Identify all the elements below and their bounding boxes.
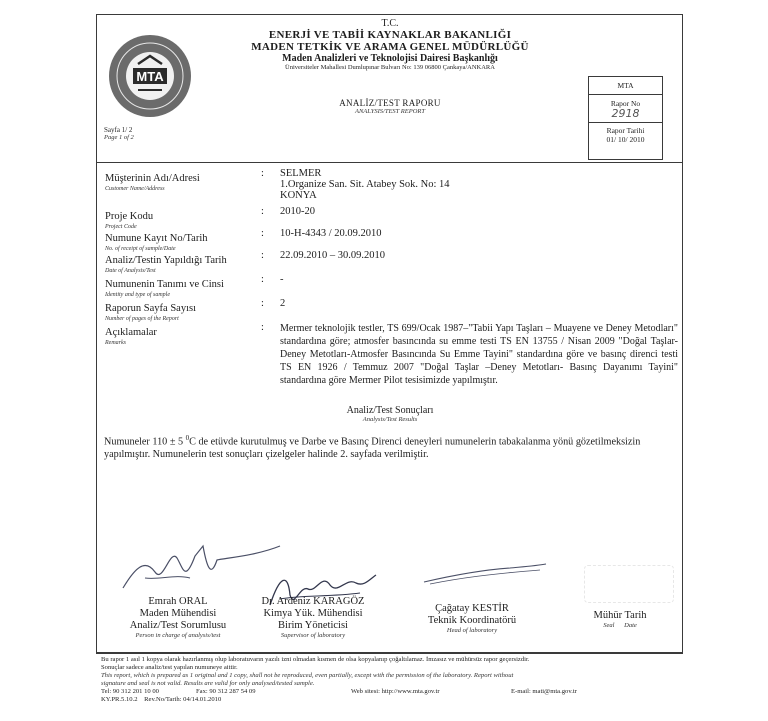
field-colon: : [261, 274, 264, 285]
report-number-label: Rapor No [610, 99, 641, 108]
mta-seal-logo [108, 34, 192, 118]
signature-block-1 [108, 596, 248, 639]
signer-role-en: Head of laboratory [446, 627, 498, 634]
seal-date-label-en: Seal Date [603, 622, 637, 629]
page-number [104, 126, 134, 141]
field-row [105, 168, 665, 206]
field-sub: No. of receipt of sample/Date [105, 246, 176, 252]
results-title-block [270, 405, 510, 423]
remarks-row [105, 322, 678, 392]
field-sub: Project Code [105, 224, 137, 230]
field-row [105, 250, 665, 274]
header-tc: T.C. [381, 18, 399, 29]
footer [101, 656, 681, 704]
field-list [105, 168, 678, 392]
field-colon: : [261, 322, 264, 333]
field-colon: : [261, 168, 264, 179]
header-divider [96, 162, 682, 163]
signer-role-en: Supervisor of laboratory [280, 632, 346, 639]
seal-stamp [584, 565, 674, 603]
remarks-label: Açıklamalar [105, 327, 157, 338]
field-label: Proje Kodu [105, 211, 154, 222]
field-sub: Identity and type of sample [105, 292, 170, 298]
field-label: Numunenin Tanımı ve Cinsi [105, 279, 224, 290]
signature-block-3 [402, 603, 542, 634]
signature-block-2 [238, 596, 388, 639]
report-title-block [280, 98, 500, 115]
svg-text:MTA: MTA [136, 69, 164, 84]
footer-divider [96, 652, 682, 653]
signer-name: Çağatay KESTİR [435, 603, 509, 614]
signer-name: Dr. Ardeniz KARAGÖZ [261, 596, 365, 607]
signer-role: Analiz/Test Sorumlusu [129, 620, 227, 631]
field-sub: Customer Name/Address [105, 186, 165, 192]
field-sub: Date of Analysis/Test [105, 268, 156, 274]
field-label: Müşterinin Adı/Adresi [105, 173, 200, 184]
field-colon: : [261, 228, 264, 239]
field-colon: : [261, 250, 264, 261]
report-number-value: 2918 [589, 108, 662, 123]
signature-block-4 [570, 610, 670, 629]
field-value: - [280, 274, 284, 285]
footer-line: Sonuçlar sadece analiz/test yapılan numuneye aittir. [101, 664, 238, 671]
footer-line: This report, which is prepared as 1 original and 1 copy, shall not be reproduced, even partially, except with the permission of the laboratory. Report without [101, 672, 514, 679]
footer-email[interactable]: E-mail: mati@mta.gov.tr [511, 688, 577, 695]
remarks-sub: Remarks [105, 340, 126, 346]
header-address: Üniversiteler Mahallesi Dumlupınar Bulvarı No: 139 06800 Çankaya/ANKARA [285, 64, 495, 71]
field-sub: Number of pages of the Report [105, 316, 179, 322]
results-text-pre: Numuneler 110 ± 5 [104, 436, 186, 448]
page-number-en: Page 1 of 2 [104, 134, 134, 141]
field-row [105, 274, 665, 298]
footer-web[interactable]: Web sitesi: http://www.mta.gov.tr [351, 688, 440, 695]
report-number-box [588, 76, 663, 160]
signer-role-en: Person in charge of analysis/test [135, 632, 221, 639]
header-block [200, 18, 580, 72]
footer-contact [101, 688, 681, 696]
footer-doc-code: KY.PR.5.10.2 Rev.No/Tarih: 04/14.01.2010 [101, 696, 222, 703]
remarks-text: Mermer teknolojik testler, TS 699/Ocak 1987–"Tabii Yapı Taşları – Muayene ve Deney Metodları" standardına göre; atmosfer basıncında su emme testi TS EN 13755 / Nisan 2009 "Doğal Taşlar- Deney Metotları-Atmosfer Basıncında Su Emme Tayini" standardına göre ve basınç direnci testi TS EN 1926 / Temmuz 2007 "Doğal Taşlar –Deney Metotları- Basınç Dayanımı Tayini" standardına göre Mermer Pilot tesisimizde yapılmıştır. [280, 323, 678, 386]
footer-line: signature and seal is not valid. Results are valid for only analysed/tested sample. [101, 680, 315, 687]
field-value: 10-H-4343 / 20.09.2010 [280, 228, 382, 239]
customer-address: 1.Organize San. Sit. Atabey Sok. No: 14 [280, 179, 450, 190]
footer-line: Bu rapor 1 asıl 1 kopya olarak hazırlanmış olup laboratuvarın yazılı izni olmadan kısmen de olsa kopyalanıp çoğaltılamaz. İmzasız ve mühürsüz rapor geçersizdir. [101, 656, 530, 663]
header-ministry: ENERJİ VE TABİİ KAYNAKLAR BAKANLIĞI [268, 29, 512, 41]
box-org: MTA [589, 77, 662, 95]
field-value: 2010-20 [280, 206, 315, 217]
customer-name: SELMER [280, 168, 322, 179]
report-title-en: ANALYSIS/TEST REPORT [355, 108, 425, 115]
signer-title: Maden Mühendisi [139, 608, 217, 619]
report-date-value: 01/ 10/ 2010 [606, 135, 645, 144]
header-directorate: MADEN TETKİK VE ARAMA GENEL MÜDÜRLÜĞÜ [251, 41, 529, 53]
signer-role: Birim Yöneticisi [278, 620, 348, 631]
signature-kestir [420, 560, 550, 590]
field-colon: : [261, 206, 264, 217]
results-title: Analiz/Test Sonuçları [346, 405, 434, 416]
signer-name: Emrah ORAL [148, 596, 208, 607]
field-row [105, 206, 665, 228]
report-date-label: Rapor Tarihi [606, 126, 645, 135]
signer-title: Teknik Koordinatörü [427, 615, 517, 626]
footer-fax: Fax: 90 312 287 54 09 [196, 688, 256, 695]
header-department: Maden Analizleri ve Teknolojisi Dairesi Başkanlığı [282, 53, 498, 64]
degree-sup: 0 [185, 434, 190, 442]
field-label: Analiz/Testin Yapıldığı Tarih [105, 255, 227, 266]
field-row [105, 298, 665, 322]
seal-date-label: Mühür Tarih [593, 610, 647, 621]
field-row [105, 228, 665, 250]
results-title-en: Analysis/Test Results [362, 416, 418, 423]
results-text-post: C de etüvde kurutulmuş ve Darbe ve Basınç Direnci deneyleri numunelerin tabakalanma yönü gözetilmeksizin yapılmıştır. Numunelerin test sonuçları çizelgeler halinde 2. sayfada verilmiştir. [104, 436, 641, 461]
field-value [280, 168, 450, 201]
customer-city: KONYA [280, 190, 317, 201]
footer-tel: Tel: 90 312 201 10 00 [101, 688, 159, 695]
field-value: 2 [280, 298, 286, 309]
results-text [104, 432, 674, 461]
report-title: ANALİZ/TEST RAPORU [339, 98, 441, 108]
field-colon: : [261, 298, 264, 309]
field-value: 22.09.2010 – 30.09.2010 [280, 250, 385, 261]
field-label: Numune Kayıt No/Tarih [105, 233, 208, 244]
field-label: Raporun Sayfa Sayısı [105, 303, 196, 314]
page-number-tr: Sayfa 1/ 2 [104, 126, 133, 134]
signer-title: Kimya Yük. Mühendisi [263, 608, 363, 619]
